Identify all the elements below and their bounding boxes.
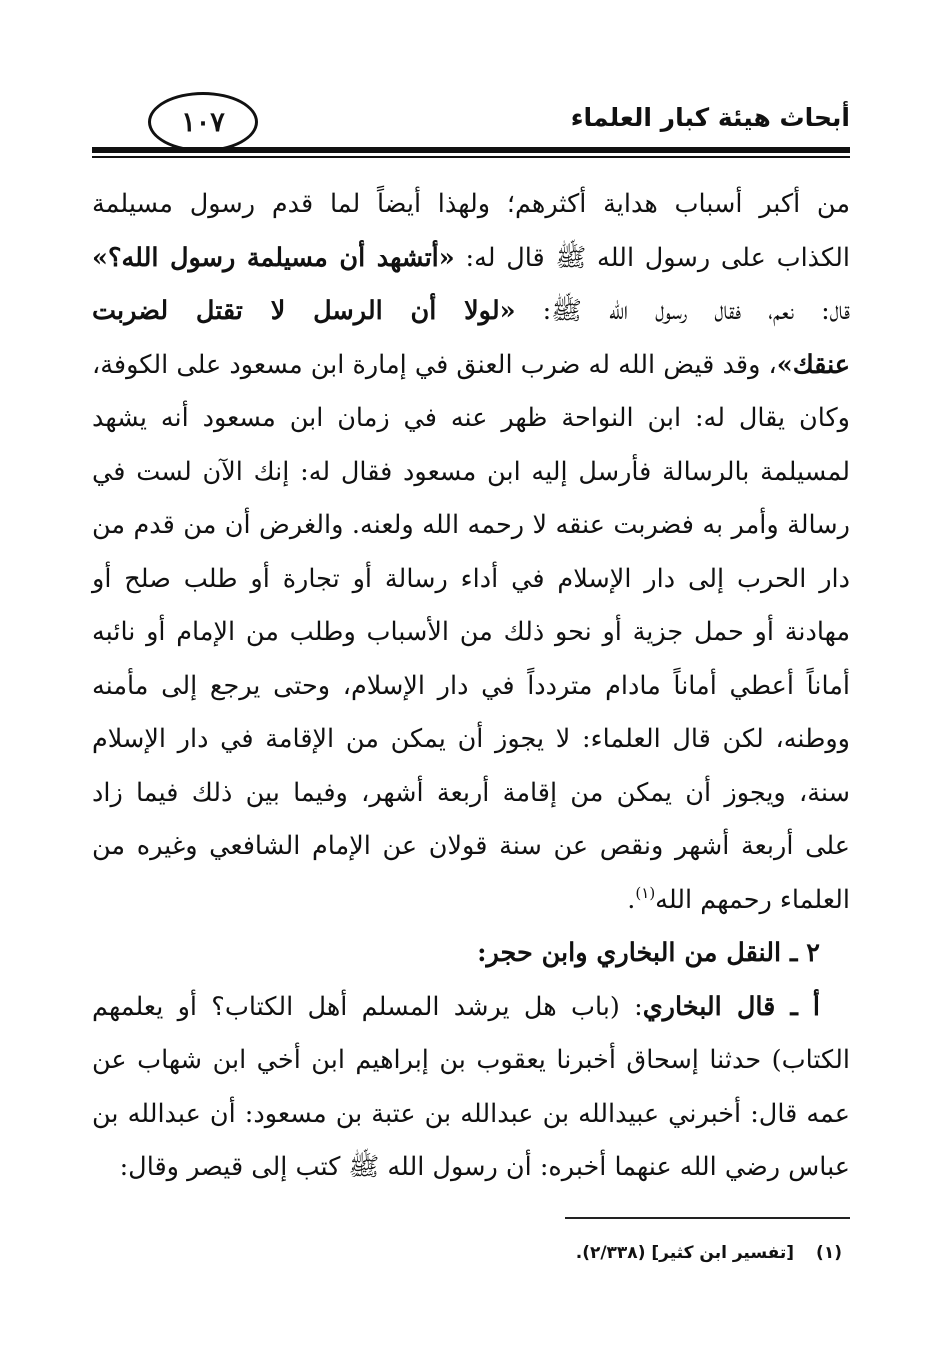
- footnote: [576, 1243, 842, 1263]
- footnote-text: [تفسير ابن كثير] (٢/٣٣٨).: [575, 1243, 795, 1263]
- line-text: مهادنة أو حمل جزية أو نحو ذلك من الأسباب وطلب من الإمام أو نائبه: [92, 617, 850, 647]
- text-line: [92, 178, 850, 232]
- page-number: ١٠٧: [148, 92, 258, 152]
- line-text: الكتاب) حدثنا إسحاق أخبرنا يعقوب بن إبراهيم ابن أخي ابن شهاب عن: [92, 1045, 850, 1075]
- text-line: [92, 1034, 850, 1088]
- subsection-label: أ ـ قال البخاري: [642, 991, 820, 1022]
- line-text: وكان يقال له: ابن النواحة ظهر عنه في زمان ابن مسعود أنه يشهد: [92, 403, 850, 433]
- header-title: أبحاث هيئة كبار العلماء: [570, 103, 850, 132]
- line-text: على أربعة أشهر ونقص عن سنة قولان عن الإمام الشافعي وغيره من: [92, 831, 850, 861]
- text-line: [92, 339, 850, 393]
- line-text: أماناً أعطي أماناً مادام متردداً في دار الإسلام، وحتى يرجع إلى مأمنه: [92, 670, 850, 701]
- body-text: [92, 178, 850, 1195]
- line-text: ، وقد قيض الله له ضرب العنق في إمارة ابن مسعود على الكوفة،: [92, 349, 777, 380]
- text-line: [92, 1088, 850, 1142]
- footnote-marker: (١): [816, 1243, 842, 1263]
- text-line: [92, 553, 850, 607]
- text-line: [92, 981, 850, 1035]
- hadith-quote: «لولا أن الرسل لا تقتل لضربت: [92, 296, 516, 326]
- text-line: [92, 499, 850, 553]
- line-text: الكذاب على رسول الله ﷺ قال له:: [454, 242, 850, 273]
- text-line: [92, 713, 850, 767]
- footnote-separator: [565, 1217, 850, 1219]
- line-text: رسالة وأمر به فضربت عنقه لا رحمه الله ولعنه. والغرض أن من قدم من: [92, 510, 850, 540]
- text-line: [92, 446, 850, 500]
- text-line: [92, 1141, 850, 1195]
- footnote-reference: (١): [635, 883, 656, 902]
- header-rule-thin: [92, 156, 850, 158]
- line-text: قال: نعم، فقال رسول الله ﷺ:: [515, 296, 850, 326]
- text-line: [92, 392, 850, 446]
- line-text: سنة، ويجوز أن يمكن من إقامة أربعة أشهر، وفيما بين ذلك فيما زاد: [92, 777, 850, 808]
- text-line: [92, 660, 850, 714]
- line-text: عباس رضي الله عنهما أخبره: أن رسول الله ﷺ كتب إلى قيصر وقال:: [119, 1152, 850, 1182]
- line-text: العلماء رحمهم الله: [655, 884, 850, 915]
- line-text: من أكبر أسباب هداية أكثرهم؛ ولهذا أيضاً لما قدم رسول مسيلمة: [92, 189, 850, 219]
- text-line: [92, 606, 850, 660]
- section-heading: [92, 927, 850, 981]
- line-text: : (باب هل يرشد المسلم أهل الكتاب؟ أو يعلمهم: [92, 991, 643, 1022]
- text-line: [92, 232, 850, 286]
- text-line: [92, 767, 850, 821]
- hadith-quote: «أتشهد أن مسيلمة رسول الله؟»: [92, 242, 455, 273]
- hadith-quote: عنقك»: [776, 349, 850, 380]
- line-text: .: [627, 884, 636, 915]
- header-rule-thick: [92, 147, 850, 153]
- line-text: دار الحرب إلى دار الإسلام في أداء رسالة أو تجارة أو طلب صلح أو: [92, 563, 850, 594]
- text-line: [92, 820, 850, 874]
- line-text: ووطنه، لكن قال العلماء: لا يجوز أن يمكن من الإقامة في دار الإسلام: [92, 724, 850, 754]
- line-text: عمه قال: أخبرني عبيدالله بن عبدالله بن عتبة بن مسعود: أن عبدالله بن: [92, 1098, 850, 1129]
- line-text: لمسيلمة بالرسالة فأرسل إليه ابن مسعود فقال له: إنك الآن لست في: [92, 456, 850, 487]
- section-heading-text: ٢ ـ النقل من البخاري وابن حجر:: [477, 938, 820, 968]
- text-line: [92, 874, 850, 928]
- text-line: [92, 285, 850, 339]
